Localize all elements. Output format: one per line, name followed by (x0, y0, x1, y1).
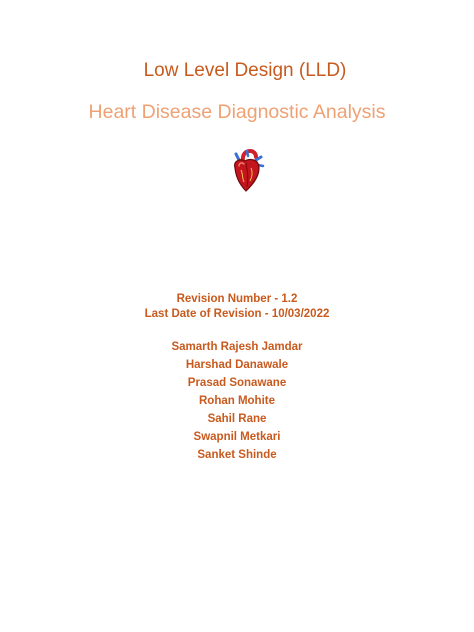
document-title: Low Level Design (LLD) (143, 60, 347, 81)
author-name: Rohan Mohite (198, 395, 276, 407)
author-name: Sahil Rane (207, 413, 267, 425)
revision-info (0, 292, 474, 322)
author-list (0, 338, 474, 464)
author-name: Prasad Sonawane (187, 377, 287, 389)
author-name: Harshad Danawale (185, 359, 289, 371)
document-subtitle: Heart Disease Diagnostic Analysis (88, 101, 386, 123)
anatomical-heart-icon (229, 148, 265, 194)
last-revision-date: Last Date of Revision - 10/03/2022 (144, 308, 330, 320)
author-name: Swapnil Metkari (193, 431, 281, 443)
revision-number: Revision Number - 1.2 (176, 293, 298, 305)
author-name: Sanket Shinde (197, 449, 277, 461)
author-name: Samarth Rajesh Jamdar (171, 341, 303, 353)
